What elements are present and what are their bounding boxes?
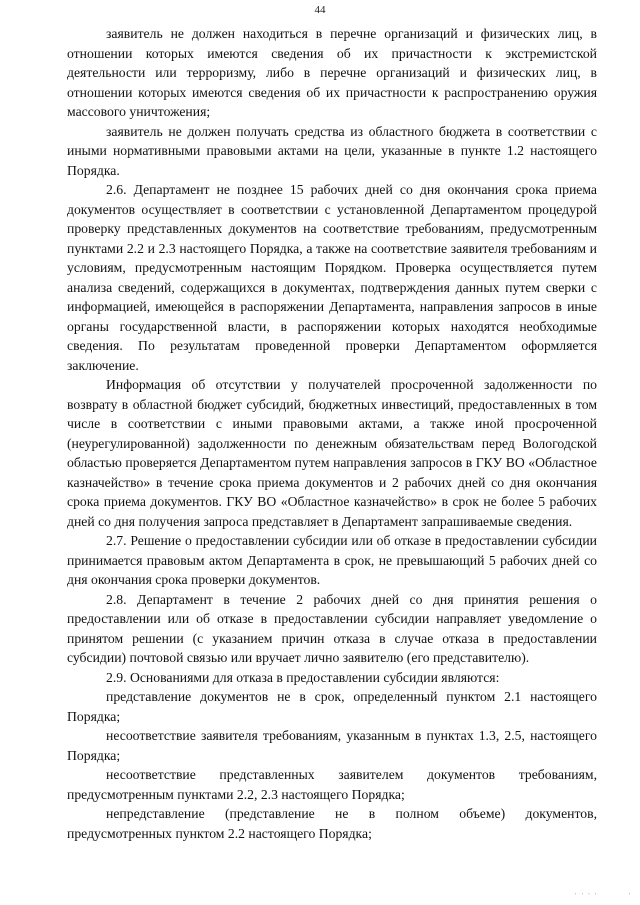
list-item-late-submission: представление документов не в срок, определенный пунктом 2.1 настоящего Порядка; — [67, 689, 597, 724]
paragraph-debt-information: Информация об отсутствии у получателей просроченной задолженности по возврату в областной бюджет субсидий, бюджетных инвестиций, предоставленных в том числе в соответствии с иными правовыми актами, а также иной просроченной (неурегулированной) задолженности по денежным обязательствам перед Вологодской областью проверяется Департаментом путем направления запросов в ГКУ ВО «Областное казначейство» в течение срока приема документов и 2 рабочих дней со дня окончания срока приема документов. ГКУ ВО «Областное казначейство» в срок не более 5 рабочих дней со дня получения запроса представляет в Департамент запрашиваемые сведения. — [67, 377, 597, 529]
document-body — [67, 24, 597, 843]
page-number: 44 — [314, 4, 326, 16]
list-item-applicant-noncompliance: несоответствие заявителя требованиям, указанным в пунктах 1.3, 2.5, настоящего Порядка; — [67, 728, 597, 763]
paragraph-2-8-notification: 2.8. Департамент в течение 2 рабочих дней со дня принятия решения о предоставлении или об отказе в предоставлении субсидии направляет уведомление о принятом решении (с указанием причин отказа в случае отказа в предоставлении субсидии) почтовой связью или вручает лично заявителю (его представителю). — [67, 591, 597, 665]
list-item-incomplete-documents: непредставление (представление не в полном объеме) документов, предусмотренных пунктом 2.2 настоящего Порядка; — [67, 806, 597, 841]
paragraph-applicant-not-in-extremist-list: заявитель не должен находиться в перечне организаций и физических лиц, в отношении которых имеются сведения об их причастности к экстремистской деятельности или терроризму, либо в перечне организаций и физических лиц, в отношении которых имеются сведения об их причастности к распространению оружия массового уничтожения; — [67, 26, 597, 119]
scan-artifact: ' ' ' ' — [575, 893, 598, 899]
scan-artifact-edge: ' — [628, 893, 630, 899]
paragraph-2-6-document-check: 2.6. Департамент не позднее 15 рабочих дней со дня окончания срока приема документов осуществляет в соответствии с установленной Департаментом процедурой проверку представленных документов на соответствие требованиям, предусмотренным пунктами 2.2 и 2.3 настоящего Порядка, а также на соответствие заявителя требованиям и условиям, предусмотренным настоящим Порядком. Проверка осуществляется путем анализа сведений, содержащихся в документах, подтверждения данных путем сверки с информацией, имеющейся в распоряжении Департамента, направления запросов в иные органы государственной власти, в распоряжении которых находятся необходимые сведения. По результатам проведенной проверки Департаментом оформляется заключение. — [67, 182, 597, 373]
paragraph-2-7-decision: 2.7. Решение о предоставлении субсидии или об отказе в предоставлении субсидии принимается правовым актом Департамента в срок, не превышающий 5 рабочих дней со дня окончания срока проверки документов. — [67, 533, 597, 587]
paragraph-applicant-no-other-funds: заявитель не должен получать средства из областного бюджета в соответствии с иными нормативными правовыми актами на цели, указанные в пункте 1.2 настоящего Порядка. — [67, 123, 597, 178]
list-item-documents-noncompliance: несоответствие представленных заявителем документов требованиям, предусмотренным пунктами 2.2, 2.3 настоящего Порядка; — [67, 767, 597, 802]
paragraph-2-9-refusal-grounds: 2.9. Основаниями для отказа в предоставлении субсидии являются: — [106, 669, 500, 685]
